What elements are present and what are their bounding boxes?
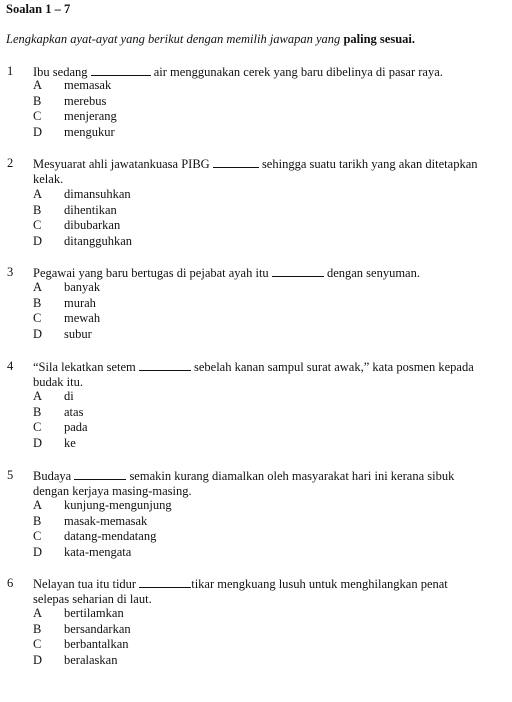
- question-text-before: Pegawai yang baru bertugas di pejabat ayah itu: [33, 266, 269, 280]
- answer-blank: [213, 156, 259, 168]
- answer-blank: [272, 265, 324, 277]
- option-letter: B: [33, 621, 42, 636]
- option-letter: A: [33, 389, 43, 403]
- option-letter: B: [33, 404, 42, 419]
- question-text-after: air menggunakan cerek yang baru dibelinya di pasar raya.: [153, 65, 443, 79]
- option-letter: D: [33, 652, 43, 667]
- option-text: banyak: [64, 280, 101, 294]
- question-number: 2: [7, 156, 14, 170]
- option-text: beralaskan: [64, 652, 118, 667]
- option-letter: C: [33, 218, 42, 232]
- option-text: dibubarkan: [64, 218, 121, 232]
- question-text-before: Ibu sedang: [33, 65, 88, 79]
- question-number: 3: [7, 265, 14, 279]
- answer-blank: [91, 64, 151, 76]
- option-text: memasak: [64, 78, 112, 92]
- option-text: dihentikan: [64, 202, 117, 217]
- option-text: mewah: [64, 311, 101, 325]
- answer-blank: [139, 576, 191, 588]
- option-letter: C: [33, 529, 42, 543]
- option-text: ditangguhkan: [64, 233, 133, 248]
- option-text: kunjung-mengunjung: [64, 498, 172, 512]
- option-text: bersandarkan: [64, 621, 131, 636]
- question-number: 6: [7, 576, 14, 590]
- option-letter: A: [33, 187, 43, 201]
- question-text-before: Budaya: [33, 469, 72, 483]
- question-number: 1: [7, 64, 14, 78]
- option-letter: B: [33, 202, 42, 217]
- instruction-bold-text: paling sesuai.: [343, 32, 415, 46]
- option-letter: C: [33, 109, 42, 123]
- option-letter: D: [33, 326, 43, 341]
- option-text: dimansuhkan: [64, 187, 131, 201]
- question-text-after: sebelah kanan sampul surat awak,” kata posmen kepada budak itu.: [33, 360, 474, 389]
- option-text: bertilamkan: [64, 606, 124, 620]
- question-text-after: sehingga suatu tarikh yang akan ditetapkan kelak.: [33, 157, 478, 186]
- instruction-italic-text: Lengkapkan ayat-ayat yang berikut dengan memilih jawapan yang: [6, 32, 341, 46]
- question-text: [33, 359, 483, 390]
- instruction-line: [6, 32, 415, 47]
- option-letter: D: [33, 233, 43, 248]
- question-number: 5: [7, 468, 14, 482]
- option-letter: C: [33, 637, 42, 651]
- question-text-after: semakin kurang diamalkan oleh masyarakat hari ini kerana sibuk dengan kerjaya masing-masing.: [33, 469, 455, 498]
- question-text: [33, 468, 483, 499]
- option-letter: A: [33, 498, 43, 512]
- option-letter: A: [33, 280, 43, 294]
- option-letter: A: [33, 78, 43, 92]
- option-text: ke: [64, 435, 76, 450]
- option-text: merebus: [64, 93, 107, 108]
- option-letter: C: [33, 420, 42, 434]
- option-letter: A: [33, 606, 43, 620]
- option-text: mengukur: [64, 124, 115, 139]
- question-text: [33, 576, 483, 607]
- option-text: di: [64, 389, 74, 403]
- question-text-after: dengan senyuman.: [326, 266, 420, 280]
- option-letter: D: [33, 544, 43, 559]
- option-letter: B: [33, 93, 42, 108]
- question-text-before: Mesyuarat ahli jawatankuasa PIBG: [33, 157, 210, 171]
- question-text: [33, 156, 483, 187]
- option-letter: D: [33, 124, 43, 139]
- section-heading: Soalan 1 – 7: [6, 2, 71, 16]
- question-text-before: Nelayan tua itu tidur: [33, 577, 137, 591]
- option-text: subur: [64, 326, 92, 341]
- option-text: berbantalkan: [64, 637, 129, 651]
- option-letter: D: [33, 435, 43, 450]
- option-text: masak-memasak: [64, 513, 148, 528]
- question-text: [33, 265, 483, 281]
- answer-blank: [74, 468, 126, 480]
- option-text: kata-mengata: [64, 544, 132, 559]
- answer-blank: [139, 359, 191, 371]
- option-text: datang-mendatang: [64, 529, 157, 543]
- option-text: menjerang: [64, 109, 117, 123]
- option-letter: B: [33, 513, 42, 528]
- question-text-before: “Sila lekatkan setem: [33, 360, 136, 374]
- option-letter: C: [33, 311, 42, 325]
- question-text-after: tikar mengkuang lusuh untuk menghilangkan penat selepas seharian di laut.: [33, 577, 448, 606]
- option-text: pada: [64, 420, 88, 434]
- option-letter: B: [33, 295, 42, 310]
- option-text: atas: [64, 404, 84, 419]
- option-text: murah: [64, 295, 96, 310]
- question-number: 4: [7, 359, 14, 373]
